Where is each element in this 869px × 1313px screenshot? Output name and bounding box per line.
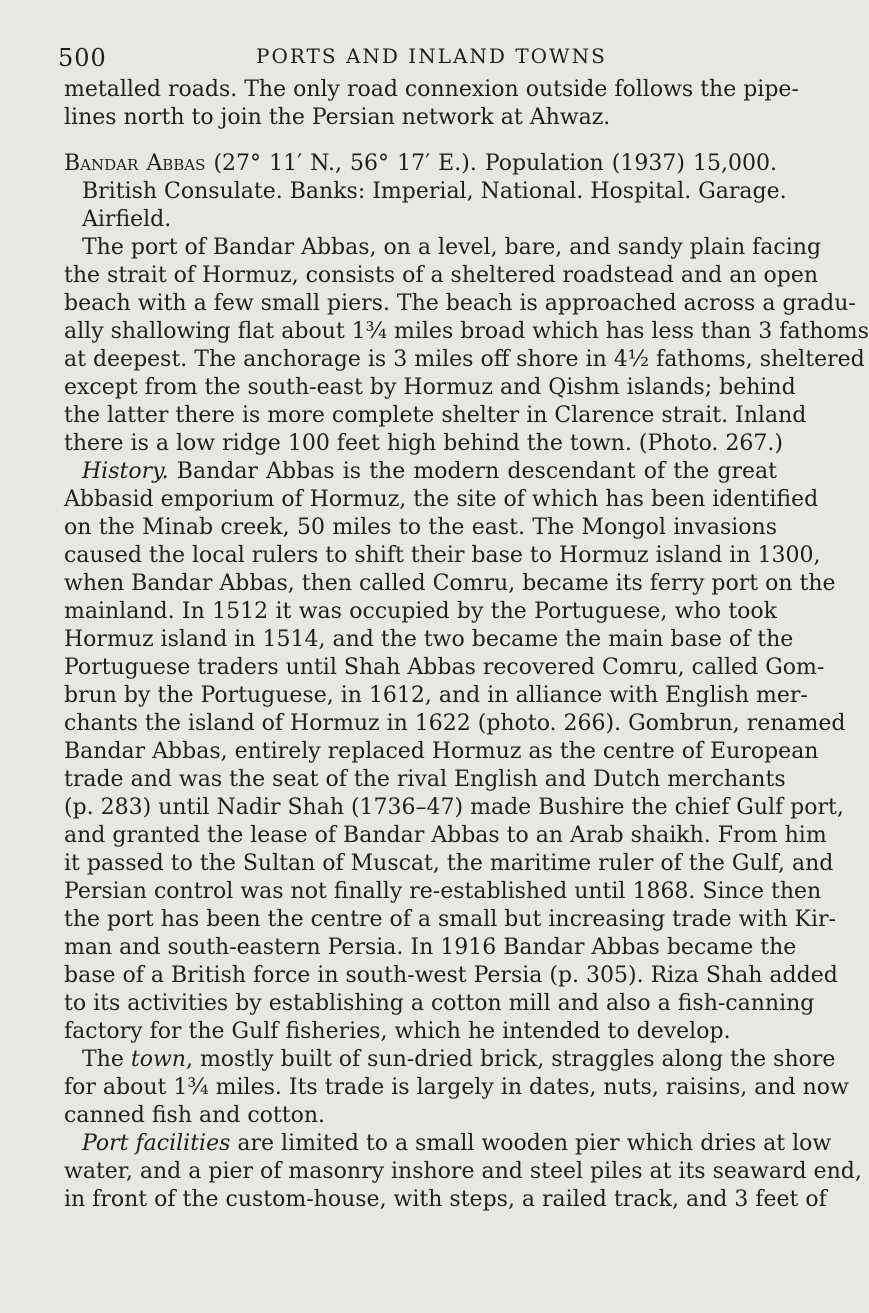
text-line: mainland. In 1512 it was occupied by the Portuguese, who took	[64, 599, 777, 624]
history-first-line	[64, 458, 777, 486]
text-line: water, and a pier of masonry inshore and steel piles at its seaward end,	[64, 1159, 862, 1184]
text-line: in front of the custom-house, with steps, a railed track, and 3 feet of	[64, 1187, 827, 1212]
text-line: ally shallowing flat about 1¾ miles broad which has less than 3 fathoms	[64, 319, 869, 344]
text-line: to its activities by establishing a cotton mill and also a fish-canning	[64, 991, 815, 1016]
entry-heading-line	[64, 150, 777, 178]
text-line: and granted the lease of Bandar Abbas to an Arab shaikh. From him	[64, 823, 827, 848]
text-run: , mostly built of sun-dried brick, straggles along the shore	[185, 1047, 836, 1072]
page-header	[58, 44, 748, 78]
text-line: British Consulate. Banks: Imperial, National. Hospital. Garage.	[82, 179, 787, 204]
entry-coordinates: (27° 11′ N., 56° 17′ E.). Population (1937) 15,000.	[205, 151, 777, 176]
text-line: caused the local rulers to shift their base to Hormuz island in 1300,	[64, 543, 821, 568]
text-line: man and south-eastern Persia. In 1916 Bandar Abbas became the	[64, 935, 797, 960]
text-line: (p. 283) until Nadir Shah (1736–47) made Bushire the chief Gulf port,	[64, 795, 844, 820]
text-line: when Bandar Abbas, then called Comru, became its ferry port on the	[64, 571, 836, 596]
history-heading: History.	[82, 459, 169, 484]
text-line: The port of Bandar Abbas, on a level, bare, and sandy plain facing	[82, 235, 822, 260]
town-heading: town	[130, 1047, 186, 1072]
text-line: Airfield.	[82, 207, 172, 232]
text-line: it passed to the Sultan of Muscat, the maritime ruler of the Gulf, and	[64, 851, 834, 876]
text-run: The	[82, 1047, 131, 1072]
text-line: the latter there is more complete shelter in Clarence strait. Inland	[64, 403, 807, 428]
text-line: Abbasid emporium of Hormuz, the site of which has been identified	[64, 487, 819, 512]
text-line: Portuguese traders until Shah Abbas recovered Comru, called Gom-	[64, 655, 825, 680]
text-line: brun by the Portuguese, in 1612, and in alliance with English mer-	[64, 683, 808, 708]
text-line: factory for the Gulf fisheries, which he intended to develop.	[64, 1019, 731, 1044]
page-number: 500	[58, 44, 107, 72]
spacer	[64, 132, 777, 150]
text-line: canned fish and cotton.	[64, 1103, 326, 1128]
running-head: PORTS AND INLAND TOWNS	[256, 44, 607, 68]
text-run: are limited to a small wooden pier which dries at low	[230, 1131, 832, 1156]
text-line: chants the island of Hormuz in 1622 (photo. 266). Gombrun, renamed	[64, 711, 846, 736]
text-line: beach with a few small piers. The beach is approached across a gradu-	[64, 291, 856, 316]
text-line: there is a low ridge 100 feet high behind the town. (Photo. 267.)	[64, 431, 783, 456]
text-line: at deepest. The anchorage is 3 miles off shore in 4½ fathoms, sheltered	[64, 347, 865, 372]
text-line: on the Minab creek, 50 miles to the east. The Mongol invasions	[64, 515, 777, 540]
entry-name: Bandar Abbas	[64, 151, 206, 176]
port-facilities-first-line	[64, 1130, 832, 1158]
text-line: trade and was the seat of the rival English and Dutch merchants	[64, 767, 786, 792]
text-line: except from the south-east by Hormuz and Qishm islands; behind	[64, 375, 796, 400]
text-line: Bandar Abbas, entirely replaced Hormuz as the centre of European	[64, 739, 819, 764]
text-line: Persian control was not finally re-established until 1868. Since then	[64, 879, 822, 904]
body-text	[64, 76, 869, 1214]
text-line: base of a British force in south-west Persia (p. 305). Riza Shah added	[64, 963, 838, 988]
text-line: metalled roads. The only road connexion outside follows the pipe-	[64, 77, 799, 102]
text-line: Hormuz island in 1514, and the two became the main base of the	[64, 627, 794, 652]
text-run: Bandar Abbas is the modern descendant of the great	[168, 459, 777, 484]
town-first-line	[64, 1046, 836, 1074]
text-line: for about 1¾ miles. Its trade is largely in dates, nuts, raisins, and now	[64, 1075, 849, 1100]
text-line: the strait of Hormuz, consists of a sheltered roadstead and an open	[64, 263, 819, 288]
text-line: the port has been the centre of a small but increasing trade with Kir-	[64, 907, 836, 932]
text-line: lines north to join the Persian network at Ahwaz.	[64, 105, 611, 130]
port-facilities-heading: Port facilities	[82, 1131, 231, 1156]
